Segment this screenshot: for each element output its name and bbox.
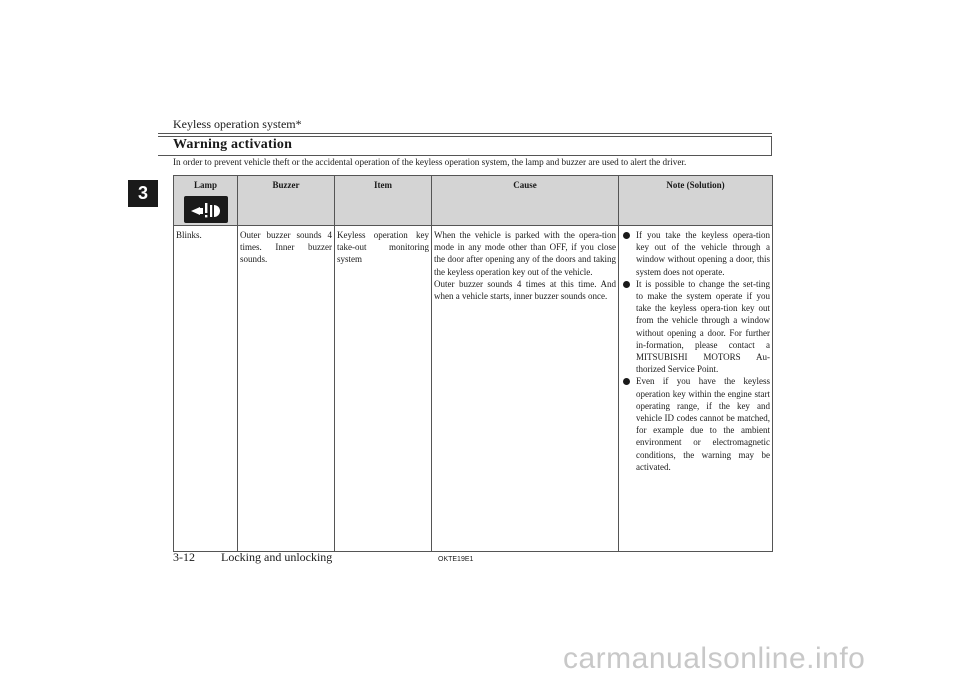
header-rule bbox=[158, 133, 772, 134]
warning-table bbox=[173, 175, 773, 552]
key-warning-lamp-icon bbox=[184, 196, 228, 223]
note-text: It is possible to change the set-ting to make the system operate if you take the keyless opera-tion key out from the vehicle through a window without opening a door. For further in-formation, please contact a MITSUBISHI MOTORS Au-thorized Service Point. bbox=[636, 278, 770, 375]
cell-cause bbox=[432, 226, 619, 552]
document-code: OKTE19E1 bbox=[438, 556, 474, 563]
page-number: 3-12 bbox=[173, 550, 195, 564]
column-header-cause: Cause bbox=[432, 176, 619, 226]
note-text: Even if you have the keyless operation key within the engine start operating range, if the key and vehicle ID codes cannot be matched, for example due to the ambient environment or electromagnetic conditions, the warning may be activated. bbox=[636, 376, 770, 472]
column-header-label: Lamp bbox=[193, 180, 217, 190]
bullet-icon bbox=[623, 378, 630, 385]
bullet-icon bbox=[623, 232, 630, 239]
cell-buzzer: Outer buzzer sounds 4 times. Inner buzzer sounds. bbox=[238, 226, 335, 552]
bullet-icon bbox=[623, 281, 630, 288]
cause-paragraph: When the vehicle is parked with the opera-tion mode in any mode other than OFF, if you close the door after opening any of the doors and taking the keyless operation key out of the vehicle. bbox=[434, 230, 616, 277]
running-header: Keyless operation system* bbox=[173, 117, 302, 131]
cell-lamp: Blinks. bbox=[174, 226, 238, 552]
footer-chapter-title: Locking and unlocking bbox=[221, 550, 333, 564]
note-item bbox=[621, 375, 770, 473]
note-list bbox=[621, 229, 770, 473]
table-row bbox=[174, 226, 773, 552]
note-item bbox=[621, 278, 770, 376]
cause-paragraph: Outer buzzer sounds 4 times at this time. And when a vehicle starts, inner buzzer sounds once. bbox=[434, 278, 616, 302]
column-header-buzzer: Buzzer bbox=[238, 176, 335, 226]
chapter-tab: 3 bbox=[128, 180, 158, 207]
note-item bbox=[621, 229, 770, 278]
column-header-note: Note (Solution) bbox=[619, 176, 773, 226]
intro-paragraph: In order to prevent vehicle theft or the accidental operation of the keyless operation system, the lamp and buzzer are used to alert the driver. bbox=[173, 157, 687, 167]
note-text: If you take the keyless opera-tion key out of the vehicle through a window without opening a door, this system does not operate. bbox=[636, 230, 770, 277]
watermark: carmanualsonline.info bbox=[563, 642, 866, 675]
table-header-row bbox=[174, 176, 773, 226]
column-header-lamp bbox=[174, 176, 238, 226]
cell-item: Keyless operation key take-out monitoring system bbox=[335, 226, 432, 552]
section-title: Warning activation bbox=[173, 137, 293, 152]
column-header-item: Item bbox=[335, 176, 432, 226]
cell-note bbox=[619, 226, 773, 552]
